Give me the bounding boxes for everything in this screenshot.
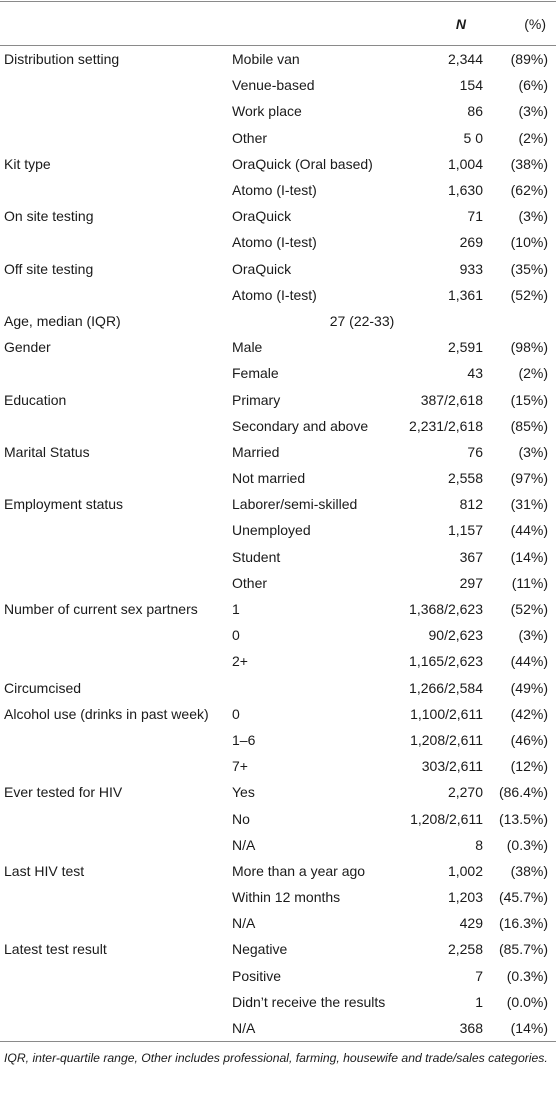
row-category: Male (232, 339, 263, 356)
table-row (0, 1015, 556, 1041)
row-variable (0, 910, 228, 936)
row-category: No (232, 810, 250, 827)
row-variable: Kit type (4, 155, 51, 172)
table-row (0, 151, 556, 177)
table-row (0, 125, 556, 151)
row-n: 1,165/2,623 (409, 653, 483, 670)
table-row (0, 491, 556, 517)
row-category: Yes (232, 784, 255, 801)
row-n: 1,157 (447, 522, 483, 539)
row-n: 86 (467, 103, 483, 120)
row-percent: (0.3%) (506, 836, 548, 853)
row-category: Laborer/semi-skilled (232, 496, 358, 513)
row-percent: (15%) (510, 391, 548, 408)
row-category: Not married (232, 470, 306, 487)
row-percent: (2%) (518, 129, 548, 146)
row-n: 7 (475, 967, 483, 984)
table-container (0, 1, 556, 1067)
row-n: 429 (459, 915, 483, 932)
table-row (0, 596, 556, 622)
row-category: N/A (232, 836, 256, 853)
row-n: 303/2,611 (421, 758, 483, 775)
row-percent: (12%) (510, 758, 548, 775)
row-value: 27 (22-33) (329, 312, 395, 329)
row-percent (496, 308, 556, 334)
table-row (0, 648, 556, 674)
header-variable (0, 2, 228, 45)
row-n: 269 (459, 234, 483, 251)
row-category: Student (232, 548, 281, 565)
row-variable (0, 465, 228, 491)
row-n: 2,258 (447, 941, 483, 958)
row-category: Work place (232, 103, 302, 120)
row-n: 1,361 (447, 286, 483, 303)
table-row (0, 753, 556, 779)
row-n: 71 (467, 208, 483, 225)
row-category: Negative (232, 941, 288, 958)
row-percent: (13.5%) (498, 810, 548, 827)
row-variable: Off site testing (4, 260, 94, 277)
row-variable (0, 72, 228, 98)
row-variable: Last HIV test (4, 862, 85, 879)
row-percent: (46%) (510, 731, 548, 748)
row-n: 1,208/2,611 (410, 731, 483, 748)
row-percent: (97%) (510, 470, 548, 487)
row-variable: Circumcised (4, 679, 82, 696)
row-category: N/A (232, 915, 256, 932)
row-n: 1,630 (447, 182, 483, 199)
row-percent: (10%) (510, 234, 548, 251)
row-category: Mobile van (232, 51, 300, 68)
table-footnote: IQR, inter-quartile range, Other includes professional, farming, housewife and trade/sales categories. (4, 1051, 548, 1066)
header-pct: (%) (524, 15, 546, 32)
row-n: 2,344 (447, 51, 483, 68)
table-row (0, 884, 556, 910)
row-variable: Education (4, 391, 67, 408)
header-n: N (455, 15, 466, 32)
row-category: Other (232, 574, 268, 591)
table-row (0, 779, 556, 805)
row-n: 1,203 (447, 889, 483, 906)
row-n: 2,231/2,618 (409, 417, 483, 434)
row-variable: Age, median (IQR) (4, 312, 121, 329)
row-n: 5 0 (463, 129, 483, 146)
row-percent: (14%) (510, 1020, 548, 1037)
table-row (0, 570, 556, 596)
row-n: 933 (459, 260, 483, 277)
row-category: 7+ (232, 758, 248, 775)
row-variable (0, 648, 228, 674)
row-variable (0, 622, 228, 648)
row-category: Married (232, 443, 280, 460)
table-row (0, 229, 556, 255)
row-category: Venue-based (232, 77, 315, 94)
row-variable: Marital Status (4, 443, 90, 460)
row-variable: Ever tested for HIV (4, 784, 123, 801)
row-percent: (0.3%) (506, 967, 548, 984)
table-row (0, 203, 556, 229)
row-percent: (85.7%) (498, 941, 548, 958)
row-variable (0, 1015, 228, 1041)
row-percent: (11%) (511, 574, 548, 591)
row-percent: (44%) (510, 653, 548, 670)
row-percent: (45.7%) (498, 889, 548, 906)
row-n: 76 (467, 443, 483, 460)
row-variable: On site testing (4, 208, 94, 225)
row-category: OraQuick (Oral based) (232, 155, 373, 172)
row-category: 1–6 (232, 731, 256, 748)
row-category: Didn’t receive the results (232, 993, 386, 1010)
row-category: OraQuick (232, 208, 292, 225)
row-variable (0, 413, 228, 439)
row-percent: (89%) (510, 51, 548, 68)
row-percent: (3%) (518, 208, 548, 225)
table-header (0, 2, 556, 46)
row-category: 2+ (232, 653, 248, 670)
row-n: 1,368/2,623 (409, 601, 483, 618)
row-percent: (44%) (510, 522, 548, 539)
table-row (0, 439, 556, 465)
row-variable (0, 98, 228, 124)
row-variable (0, 753, 228, 779)
row-n: 368 (459, 1020, 483, 1037)
table-row (0, 256, 556, 282)
table-row (0, 727, 556, 753)
row-variable (0, 805, 228, 831)
row-category: Other (232, 129, 268, 146)
table-row (0, 989, 556, 1015)
row-category: Atomo (I-test) (232, 286, 317, 303)
row-variable (0, 125, 228, 151)
row-percent: (42%) (510, 705, 548, 722)
row-category: OraQuick (232, 260, 292, 277)
row-percent: (62%) (510, 182, 548, 199)
row-category: More than a year ago (232, 862, 366, 879)
row-n: 154 (459, 77, 483, 94)
row-percent: (2%) (518, 365, 548, 382)
row-variable (0, 570, 228, 596)
row-variable: Number of current sex partners (4, 601, 198, 618)
table-row (0, 98, 556, 124)
row-variable (0, 177, 228, 203)
row-category (228, 675, 400, 701)
table-row (0, 386, 556, 412)
row-n: 2,558 (447, 470, 483, 487)
row-n: 1,100/2,611 (410, 705, 483, 722)
row-variable (0, 282, 228, 308)
demographics-table (0, 2, 556, 1041)
row-percent: (49%) (510, 679, 548, 696)
row-variable: Latest test result (4, 941, 107, 958)
row-category: 1 (232, 601, 240, 618)
table-row (0, 544, 556, 570)
row-n: 367 (459, 548, 483, 565)
row-n: 1 (475, 993, 483, 1010)
row-percent: (38%) (510, 155, 548, 172)
row-percent: (38%) (510, 862, 548, 879)
table-row (0, 675, 556, 701)
row-percent: (0.0%) (506, 993, 548, 1010)
row-percent: (35%) (510, 260, 548, 277)
row-category: Atomo (I-test) (232, 234, 317, 251)
table-row (0, 413, 556, 439)
table-row (0, 910, 556, 936)
row-percent: (52%) (510, 286, 548, 303)
table-row (0, 334, 556, 360)
row-percent: (3%) (518, 443, 548, 460)
table-body (0, 46, 556, 1041)
row-category: Secondary and above (232, 417, 369, 434)
header-category (228, 2, 400, 45)
table-row (0, 832, 556, 858)
row-variable (0, 229, 228, 255)
row-variable (0, 517, 228, 543)
row-n: 1,266/2,584 (409, 679, 483, 696)
row-category: Female (232, 365, 279, 382)
row-variable (0, 884, 228, 910)
row-category: 0 (232, 627, 240, 644)
table-row (0, 622, 556, 648)
row-category: Within 12 months (232, 889, 341, 906)
table-row (0, 936, 556, 962)
row-percent: (31%) (510, 496, 548, 513)
row-percent: (85%) (510, 417, 548, 434)
row-category: Positive (232, 967, 282, 984)
row-n: 90/2,623 (428, 627, 483, 644)
row-category: Primary (232, 391, 281, 408)
row-n: 387/2,618 (420, 391, 483, 408)
table-row (0, 308, 556, 334)
row-category: N/A (232, 1020, 256, 1037)
row-percent: (3%) (518, 627, 548, 644)
table-row (0, 805, 556, 831)
row-n: 2,270 (447, 784, 483, 801)
table-row (0, 72, 556, 98)
table-row (0, 701, 556, 727)
row-category: Atomo (I-test) (232, 182, 317, 199)
table-row (0, 282, 556, 308)
row-n: 43 (467, 365, 483, 382)
row-n: 2,591 (447, 339, 483, 356)
row-variable (0, 544, 228, 570)
row-variable (0, 963, 228, 989)
table-row (0, 963, 556, 989)
row-variable (0, 832, 228, 858)
row-category: 0 (232, 705, 240, 722)
row-category: Unemployed (232, 522, 311, 539)
row-percent: (14%) (510, 548, 548, 565)
row-percent: (3%) (518, 103, 548, 120)
row-percent: (16.3%) (498, 915, 548, 932)
row-n: 297 (459, 574, 483, 591)
row-variable (0, 360, 228, 386)
table-row (0, 858, 556, 884)
table-row (0, 177, 556, 203)
row-variable: Distribution setting (4, 51, 120, 68)
row-n: 1,002 (447, 862, 483, 879)
row-n: 8 (475, 836, 483, 853)
row-n: 1,004 (447, 155, 483, 172)
row-percent: (52%) (510, 601, 548, 618)
row-variable: Employment status (4, 496, 124, 513)
row-variable: Gender (4, 339, 51, 356)
row-percent: (98%) (510, 339, 548, 356)
row-n: 812 (459, 496, 483, 513)
row-percent: (6%) (518, 77, 548, 94)
table-row (0, 517, 556, 543)
table-row (0, 360, 556, 386)
row-variable: Alcohol use (drinks in past week) (4, 705, 209, 722)
row-n: 1,208/2,611 (410, 810, 483, 827)
table-row (0, 465, 556, 491)
row-percent: (86.4%) (498, 784, 548, 801)
row-variable (0, 727, 228, 753)
table-row (0, 46, 556, 72)
row-variable (0, 989, 228, 1015)
